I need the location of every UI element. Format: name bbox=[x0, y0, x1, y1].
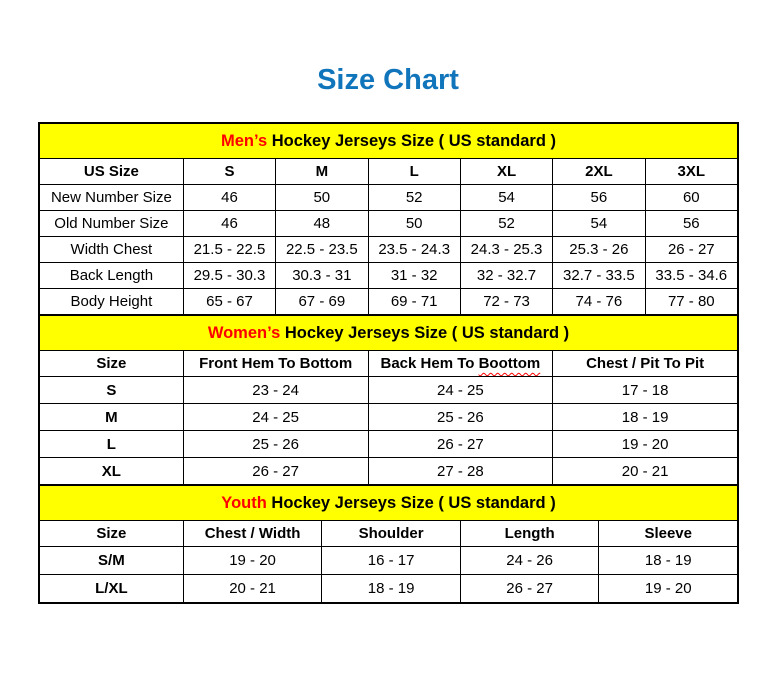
mens-row-body-height bbox=[40, 289, 738, 315]
header-cell: Size bbox=[40, 521, 184, 547]
womens-row-l bbox=[40, 431, 738, 458]
size-value-cell: 17 - 18 bbox=[553, 377, 738, 404]
size-value-cell: 32 - 32.7 bbox=[460, 263, 552, 289]
size-value-cell: 26 - 27 bbox=[645, 237, 737, 263]
size-value-cell: 23 - 24 bbox=[183, 377, 368, 404]
header-cell: Length bbox=[460, 521, 599, 547]
youth-row-l-xl bbox=[40, 575, 738, 603]
size-value-cell: 26 - 27 bbox=[460, 575, 599, 603]
size-value-cell: 21.5 - 22.5 bbox=[183, 237, 275, 263]
mens-row-back-length bbox=[40, 263, 738, 289]
size-value-cell: 19 - 20 bbox=[553, 431, 738, 458]
size-value-cell: 25.3 - 26 bbox=[553, 237, 645, 263]
womens-row-xl bbox=[40, 458, 738, 485]
header-cell: 3XL bbox=[645, 159, 737, 185]
mens-banner-row bbox=[40, 124, 738, 159]
womens-banner-text: Hockey Jerseys Size ( US standard ) bbox=[280, 323, 570, 342]
size-value-cell: 50 bbox=[368, 211, 460, 237]
size-value-cell: 25 - 26 bbox=[368, 404, 553, 431]
header-cell: Sleeve bbox=[599, 521, 738, 547]
youth-header-row bbox=[40, 521, 738, 547]
size-value-cell: 46 bbox=[183, 211, 275, 237]
size-value-cell: 52 bbox=[368, 185, 460, 211]
header-cell: Back Hem To Boottom bbox=[368, 351, 553, 377]
header-cell: M bbox=[276, 159, 368, 185]
size-value-cell: 72 - 73 bbox=[460, 289, 552, 315]
size-value-cell: 24 - 25 bbox=[368, 377, 553, 404]
size-value-cell: 33.5 - 34.6 bbox=[645, 263, 737, 289]
size-value-cell: 69 - 71 bbox=[368, 289, 460, 315]
size-value-cell: 18 - 19 bbox=[599, 547, 738, 575]
size-value-cell: 48 bbox=[276, 211, 368, 237]
size-value-cell: 24.3 - 25.3 bbox=[460, 237, 552, 263]
size-value-cell: 30.3 - 31 bbox=[276, 263, 368, 289]
mens-row-width-chest bbox=[40, 237, 738, 263]
size-value-cell: 20 - 21 bbox=[183, 575, 322, 603]
womens-header-row bbox=[40, 351, 738, 377]
youth-banner-text: Hockey Jerseys Size ( US standard ) bbox=[266, 493, 556, 512]
row-label: XL bbox=[40, 458, 184, 485]
row-label: L/XL bbox=[40, 575, 184, 603]
header-cell: Chest / Pit To Pit bbox=[553, 351, 738, 377]
size-value-cell: 29.5 - 30.3 bbox=[183, 263, 275, 289]
size-value-cell: 56 bbox=[553, 185, 645, 211]
header-cell: Chest / Width bbox=[183, 521, 322, 547]
womens-size-table bbox=[39, 315, 738, 485]
youth-row-s-m bbox=[40, 547, 738, 575]
mens-banner-highlight: Men’s bbox=[220, 131, 268, 150]
size-value-cell: 54 bbox=[460, 185, 552, 211]
mens-row-old-number-size bbox=[40, 211, 738, 237]
row-label: L bbox=[40, 431, 184, 458]
mens-size-table bbox=[39, 123, 738, 315]
size-value-cell: 25 - 26 bbox=[183, 431, 368, 458]
size-value-cell: 32.7 - 33.5 bbox=[553, 263, 645, 289]
womens-row-s bbox=[40, 377, 738, 404]
header-cell: Shoulder bbox=[322, 521, 461, 547]
size-value-cell: 54 bbox=[553, 211, 645, 237]
size-value-cell: 77 - 80 bbox=[645, 289, 737, 315]
size-value-cell: 52 bbox=[460, 211, 552, 237]
size-value-cell: 20 - 21 bbox=[553, 458, 738, 485]
youth-banner-cell bbox=[40, 486, 738, 521]
row-label: Width Chest bbox=[40, 237, 184, 263]
header-cell: S bbox=[183, 159, 275, 185]
size-value-cell: 24 - 26 bbox=[460, 547, 599, 575]
size-value-cell: 24 - 25 bbox=[183, 404, 368, 431]
size-value-cell: 18 - 19 bbox=[322, 575, 461, 603]
header-cell: Front Hem To Bottom bbox=[183, 351, 368, 377]
womens-row-m bbox=[40, 404, 738, 431]
size-value-cell: 65 - 67 bbox=[183, 289, 275, 315]
womens-banner-row bbox=[40, 316, 738, 351]
row-label: S/M bbox=[40, 547, 184, 575]
row-label: New Number Size bbox=[40, 185, 184, 211]
size-chart-tables bbox=[38, 122, 739, 604]
youth-banner-row bbox=[40, 486, 738, 521]
size-value-cell: 26 - 27 bbox=[368, 431, 553, 458]
header-cell: XL bbox=[460, 159, 552, 185]
size-value-cell: 46 bbox=[183, 185, 275, 211]
size-value-cell: 18 - 19 bbox=[553, 404, 738, 431]
size-value-cell: 27 - 28 bbox=[368, 458, 553, 485]
size-value-cell: 31 - 32 bbox=[368, 263, 460, 289]
page-title: Size Chart bbox=[317, 64, 459, 96]
mens-banner-text: Hockey Jerseys Size ( US standard ) bbox=[267, 131, 557, 150]
mens-banner-cell bbox=[40, 124, 738, 159]
youth-banner-highlight: Youth bbox=[221, 493, 267, 512]
size-value-cell: 19 - 20 bbox=[599, 575, 738, 603]
womens-banner-cell bbox=[40, 316, 738, 351]
size-value-cell: 26 - 27 bbox=[183, 458, 368, 485]
size-value-cell: 60 bbox=[645, 185, 737, 211]
row-label: M bbox=[40, 404, 184, 431]
size-value-cell: 19 - 20 bbox=[183, 547, 322, 575]
row-label: S bbox=[40, 377, 184, 404]
spellcheck-squiggle-word: Boottom bbox=[478, 355, 541, 372]
header-cell: US Size bbox=[40, 159, 184, 185]
womens-banner-highlight: Women’s bbox=[207, 323, 281, 342]
size-value-cell: 22.5 - 23.5 bbox=[276, 237, 368, 263]
header-cell: 2XL bbox=[553, 159, 645, 185]
row-label: Back Length bbox=[40, 263, 184, 289]
row-label: Body Height bbox=[40, 289, 184, 315]
size-value-cell: 23.5 - 24.3 bbox=[368, 237, 460, 263]
size-value-cell: 16 - 17 bbox=[322, 547, 461, 575]
size-value-cell: 74 - 76 bbox=[553, 289, 645, 315]
size-value-cell: 50 bbox=[276, 185, 368, 211]
row-label: Old Number Size bbox=[40, 211, 184, 237]
size-value-cell: 67 - 69 bbox=[276, 289, 368, 315]
header-cell: Size bbox=[40, 351, 184, 377]
size-value-cell: 56 bbox=[645, 211, 737, 237]
header-cell: L bbox=[368, 159, 460, 185]
youth-size-table bbox=[39, 485, 738, 603]
mens-row-new-number-size bbox=[40, 185, 738, 211]
mens-header-row bbox=[40, 159, 738, 185]
